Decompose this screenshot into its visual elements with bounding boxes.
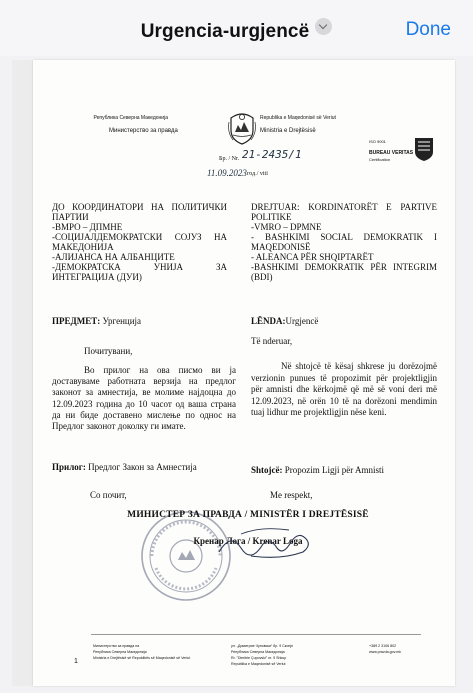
page-number: 1 [74,658,78,665]
letterhead-right-ministry: Ministria e Drejtësisë [260,128,316,134]
address-line: -BASHKIMI DEMOKRATIK PËR INTEGRIM (BDI) [251,262,437,282]
letterhead-left-ministry: Министерство за правда [109,128,178,134]
attachment-value: Propozim Ligji për Amnisti [284,465,384,475]
done-button[interactable]: Done [405,19,451,40]
footer-phone: +389 2 3106 802 [369,644,397,648]
address-line: - BASHKIMI SOCIAL DEMOKRATIK I MAQEDONISË [251,232,437,252]
footer-contact [369,643,429,655]
greeting-al: Të nderuar, [251,336,293,346]
address-line: -СОЦИЈАЛДЕМОКРАТСКИ СОЈУЗ НА МАКЕДОНИЈА [52,232,227,252]
handwritten-signature-icon [211,522,321,566]
reference-label: Бр. / Nr. [219,156,240,162]
paper-left-edge [12,60,33,686]
address-line: DREJTUAR: KORDINATORËT E PARTIVE POLITIKE [251,202,437,222]
footer-line: Министерство за правда на [93,644,140,648]
signatory-title: МИНИСТЕР ЗА ПРАВДА / MINISTËR I DREJTËSISË [127,510,369,520]
body-text-mk [52,365,236,432]
attachment-al [251,465,384,475]
cert-name: BUREAU VERITAS [369,150,414,156]
footer-line: Republika e Maqedonisë së Veriut [231,662,286,666]
attachment-label: Shtojcë: [251,465,283,475]
subject-value: Ургенција [102,316,142,326]
body-text-al [251,361,437,419]
bureau-veritas-logo-icon [413,136,435,162]
subject-al [251,316,318,326]
document-page [33,60,455,686]
footer-line: Република Северна Македонија [93,650,147,654]
coat-of-arms-icon [227,108,257,146]
letterhead-left-country: Република Северна Македонија [93,115,168,121]
attachment-mk [52,462,197,472]
document-title[interactable] [0,18,473,43]
subject-value: Urgjencë [285,316,319,326]
body-paragraph: Во прилог на ова писмо ви ја доставуваме работната верзија на предлог законот за амнестија, ве молиме најдоцна до 12.09.2023 година до 10 часот од ваша страна да ни биде доставено мислење по однос на Предлог законот доколку ги имате. [52,365,236,432]
certification-badge [369,136,435,176]
footer-divider [91,634,421,635]
footer-line: Република Северна Македонија [231,650,285,654]
address-line: -ДЕМОКРАТСКА УНИЈА ЗА ИНТЕГРАЦИЈА (ДУИ) [52,262,227,282]
footer-line: Rr. "Dimitrie Çupovski" nr. 9 Shkup [231,656,287,660]
letterhead-right-country: Republika e Maqedonisë së Veriut [260,115,336,121]
attachment-label: Прилог: [52,462,86,472]
address-line: - ALEANCA PËR SHQIPTARËT [251,252,374,262]
cert-sub: Certification [369,157,391,162]
reference-number: 21-2435/1 [242,148,302,161]
cert-iso: ISO 9001 [369,139,386,144]
closing-mk: Со почит, [90,490,127,500]
address-block-al [251,202,437,282]
address-line: ДО КООРДИНАТОРИ НА ПОЛИТИЧКИ ПАРТИИ [52,202,227,222]
address-block-mk [52,202,227,282]
body-paragraph: Në shtojcë të kësaj shkrese ju dorëzojmë verzionin punues të propozimit për projektligjin për amnisti dhe kërkojmë që më së voni deri më 12.09.2023, në orën 10 të na dorëzoni mendimin tuaj lidhur me projektligjin nëse keni. [251,361,437,417]
footer-address [231,643,331,667]
address-line: -ВМРО – ДПМНЕ [52,222,123,232]
attachment-value: Предлог Закон за Амнестија [88,462,197,472]
subject-label: LËNDA: [251,316,286,326]
subject-label: ПРЕДМЕТ: [52,316,101,326]
document-title-text: Urgencia-urgjencë [140,21,310,42]
footer-line: Ministria e Drejtësisë së Republikës së Maqedonisë së Veriut [93,656,191,660]
reference-date-label: год./ viti [247,171,268,177]
top-bar [0,0,473,56]
address-line: -VMRO – DPMNE [251,222,322,232]
footer-ministry [93,643,193,661]
chevron-down-icon[interactable] [315,18,332,35]
reference-date: 11.09.2023 [207,168,247,178]
greeting-mk: Почитувани, [84,346,133,356]
footer-website: www.pravda.gov.mk [369,650,401,654]
address-line: -АЛИЈАНСА НА АЛБАНЦИТЕ [52,252,175,262]
subject-mk [52,316,141,326]
closing-al: Me respekt, [270,490,313,500]
signatory-name: Кренар Лога / Krenar Loga [193,536,303,546]
footer-line: ул. „Димитрие Чуповски“ бр. 9 Скопје [231,644,294,648]
